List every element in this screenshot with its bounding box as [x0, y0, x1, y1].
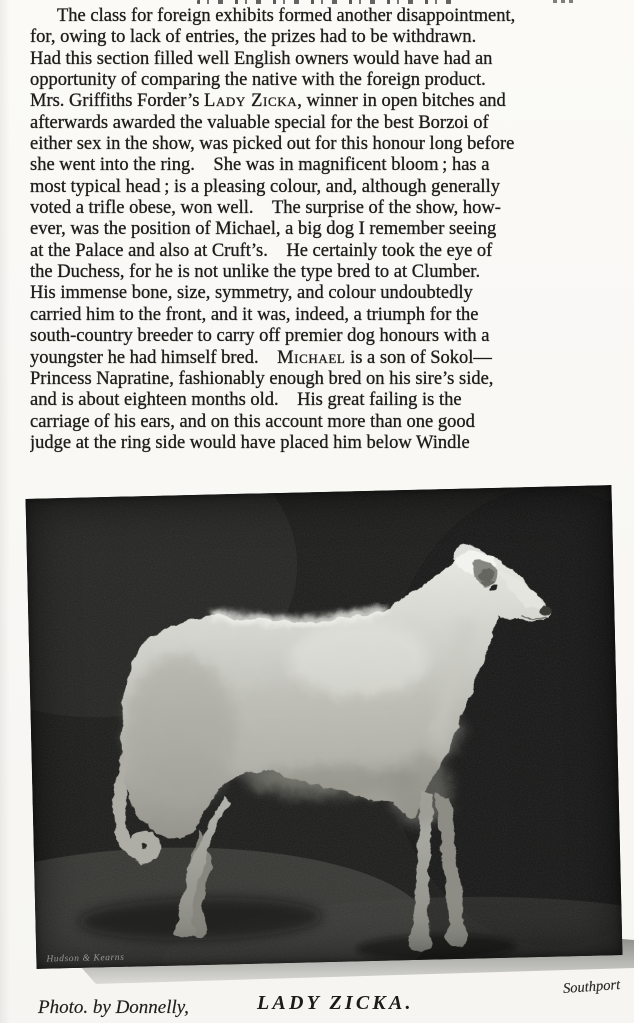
dog-name-small-caps: Michael	[277, 347, 346, 368]
text-line: for, owing to lack of entries, the prizes had to be withdrawn.	[30, 27, 477, 48]
text-segment: youngster he had himself bred.	[30, 347, 278, 368]
cut-off-text-fragment	[553, 0, 577, 3]
text-line: ever, was the position of Michael, a big dog I remember seeing	[30, 219, 497, 240]
text-segment: Mrs. Griffiths Forder’s	[30, 91, 205, 112]
text-line: Had this section filled well English owners would have had an	[30, 48, 493, 69]
text-line: the Duchess, for he is not unlike the type bred to at Clumber.	[30, 262, 481, 283]
text-line: and is about eighteen months old. His great failing is the	[30, 390, 462, 411]
text-line: opportunity of comparing the native with the foreign product.	[30, 70, 486, 91]
photo-watermark: Hudson & Kearns	[46, 952, 125, 965]
caption-location: Southport	[562, 977, 621, 997]
text-line: most typical head ; is a pleasing colour, and, although generally	[30, 176, 500, 197]
text-line: judge at the ring side would have placed him below Windle	[30, 432, 470, 453]
text-line: she went into the ring. She was in magnificent bloom ; has a	[30, 155, 490, 176]
text-line: south-country breeder to carry off premier dog honours with a	[30, 326, 490, 347]
text-line: voted a trifle obese, won well. The surprise of the show, how-	[30, 198, 501, 219]
text-line: afterwards awarded the valuable special for the best Borzoi of	[30, 112, 489, 133]
text-segment: is a son of Sokol—	[345, 347, 492, 368]
text-line	[30, 91, 602, 112]
text-line: carried him to the front, and it was, indeed, a triumph for the	[30, 304, 479, 325]
text-line: at the Palace and also at Cruft’s. He certainly took the eye of	[30, 240, 493, 261]
text-segment: , winner in open bitches and	[297, 91, 506, 112]
text-line: His immense bone, size, symmetry, and colour undoubtedly	[30, 283, 473, 304]
text-line: Princess Napratine, fashionably enough bred on his sire’s side,	[30, 368, 494, 389]
text-line: either sex in the show, was picked out for this honour long before	[30, 134, 515, 155]
caption-photographer: Photo. by Donnelly,	[38, 997, 189, 1018]
borzoi-photo-illustration	[26, 485, 623, 969]
text-line	[30, 348, 602, 369]
article-text	[30, 6, 602, 454]
caption-title: LADY ZICKA.	[257, 992, 414, 1014]
borzoi-photograph	[26, 485, 623, 969]
cut-off-text-fragment	[197, 0, 463, 4]
page-edge-shading	[0, 0, 10, 1023]
text-line: The class for foreign exhibits formed another disappointment,	[57, 6, 516, 26]
text-line: carriage of his ears, and on this account more than one good	[30, 411, 475, 432]
dog-name-small-caps: Lady Zicka	[204, 91, 298, 112]
